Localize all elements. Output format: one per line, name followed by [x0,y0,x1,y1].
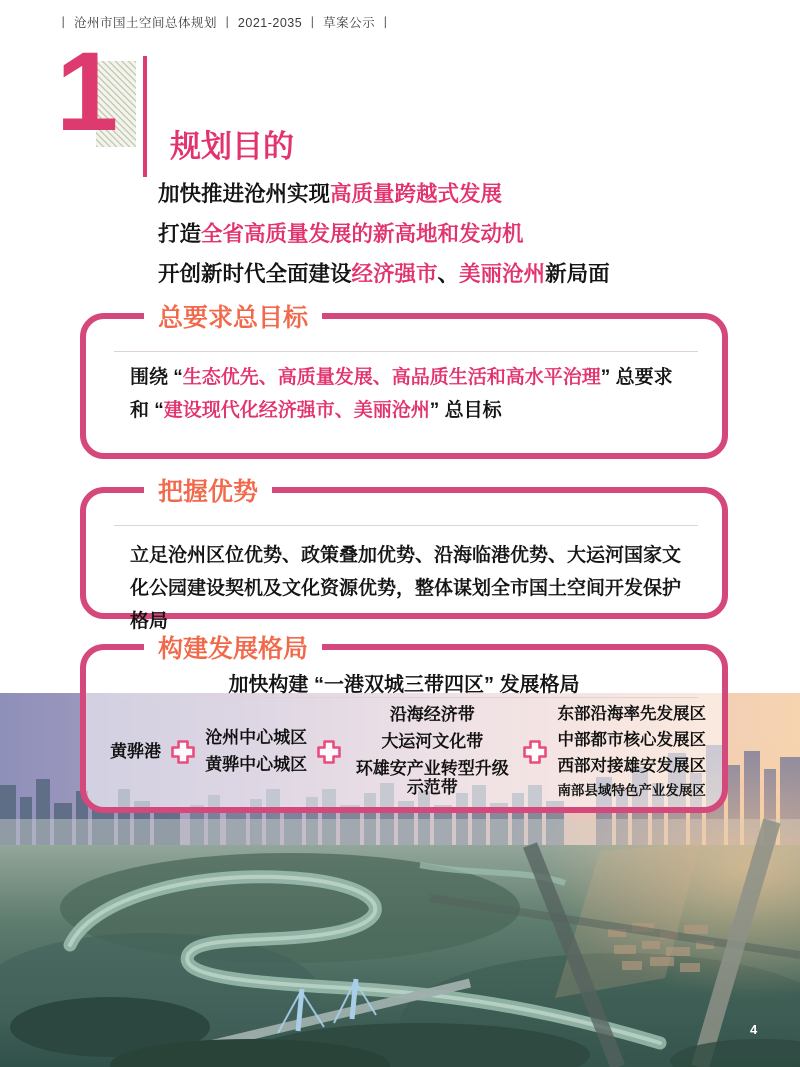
panel-divider [114,525,698,526]
goal-line-1-pre: 围绕 “ [130,367,183,388]
intro-line-2 [158,222,610,246]
diagram-column-port [110,742,161,762]
panel-development-pattern [80,635,728,813]
intro-line-3-pink1: 经济强市 [351,262,438,286]
intro-line-3-pink2: 美丽沧州 [459,262,546,286]
panel-divider [114,351,698,352]
development-pattern-diagram [102,700,714,803]
intro-line-3 [158,262,610,286]
section-number: 1 [56,29,119,154]
goal-line-2-highlight: 建设现代化经济强市、美丽沧州 [163,400,430,421]
plus-icon [169,738,197,766]
diagram-item: 沿海经济带 [389,705,475,725]
section-title: 规划目的 [170,129,294,164]
panel-development-pattern-title: 构建发展格局 [144,634,322,664]
intro-paragraph [158,182,610,302]
panel-overall-goal-body [130,361,692,427]
goal-line-2-post: ” 总目标 [429,400,502,421]
panel-overall-goal-title: 总要求总目标 [144,303,322,333]
diagram-item: 中部都市核心发展区 [557,730,706,749]
intro-line-1 [158,182,610,206]
diagram-item: 南部县域特色产业发展区 [557,782,706,798]
document-header: 丨 沧州市国土空间总体规划 丨 2021-2035 丨 草案公示 丨 [57,16,393,30]
goal-line-2 [130,394,692,427]
diagram-column-zones [557,705,706,798]
intro-line-3-separator: 、 [437,262,460,286]
goal-line-1 [130,361,692,394]
goal-line-1-highlight: 生态优先、高质量发展、高品质生活和高水平治理 [182,367,601,388]
diagram-item: 西部对接雄安发展区 [557,756,706,775]
diagram-column-belts [351,705,513,797]
panel-advantages-body: 立足沧州区位优势、政策叠加优势、沿海临港优势、大运河国家文化公园建设契机及文化资源优势，整体谋划全市国土空间开发保护格局 [130,545,682,632]
goal-line-1-post: ” 总要求 [600,367,673,388]
intro-line-2-pink: 全省高质量发展的新高地和发动机 [201,222,524,246]
page-number: 4 [750,1022,758,1037]
intro-line-1-black: 加快推进沧州实现 [158,182,331,206]
section-divider-line [143,56,147,177]
intro-line-1-pink: 高质量跨越式发展 [330,182,503,206]
panel-advantages-title: 把握优势 [144,477,272,507]
panel-overall-goal [80,304,728,459]
plus-icon [315,738,343,766]
intro-line-3-black1: 开创新时代全面建设 [158,262,352,286]
diagram-item: 大运河文化带 [381,731,484,751]
intro-line-2-black: 打造 [158,222,202,246]
diagram-item: 黄骅中心城区 [205,755,308,774]
development-pattern-heading: 加快构建 “一港双城三带四区” 发展格局 [228,674,580,696]
diagram-item: 沧州中心城区 [205,728,308,748]
diagram-item: 东部沿海率先发展区 [557,704,706,723]
diagram-column-cities [205,728,307,774]
goal-line-2-pre: 和 “ [130,400,164,421]
diagram-item: 环雄安产业转型升级示范带 [355,758,509,798]
diagram-item: 黄骅港 [110,741,162,761]
plus-icon [521,738,549,766]
panel-advantages [80,478,728,632]
panel-divider [114,697,698,698]
intro-line-3-black2: 新局面 [545,262,610,286]
